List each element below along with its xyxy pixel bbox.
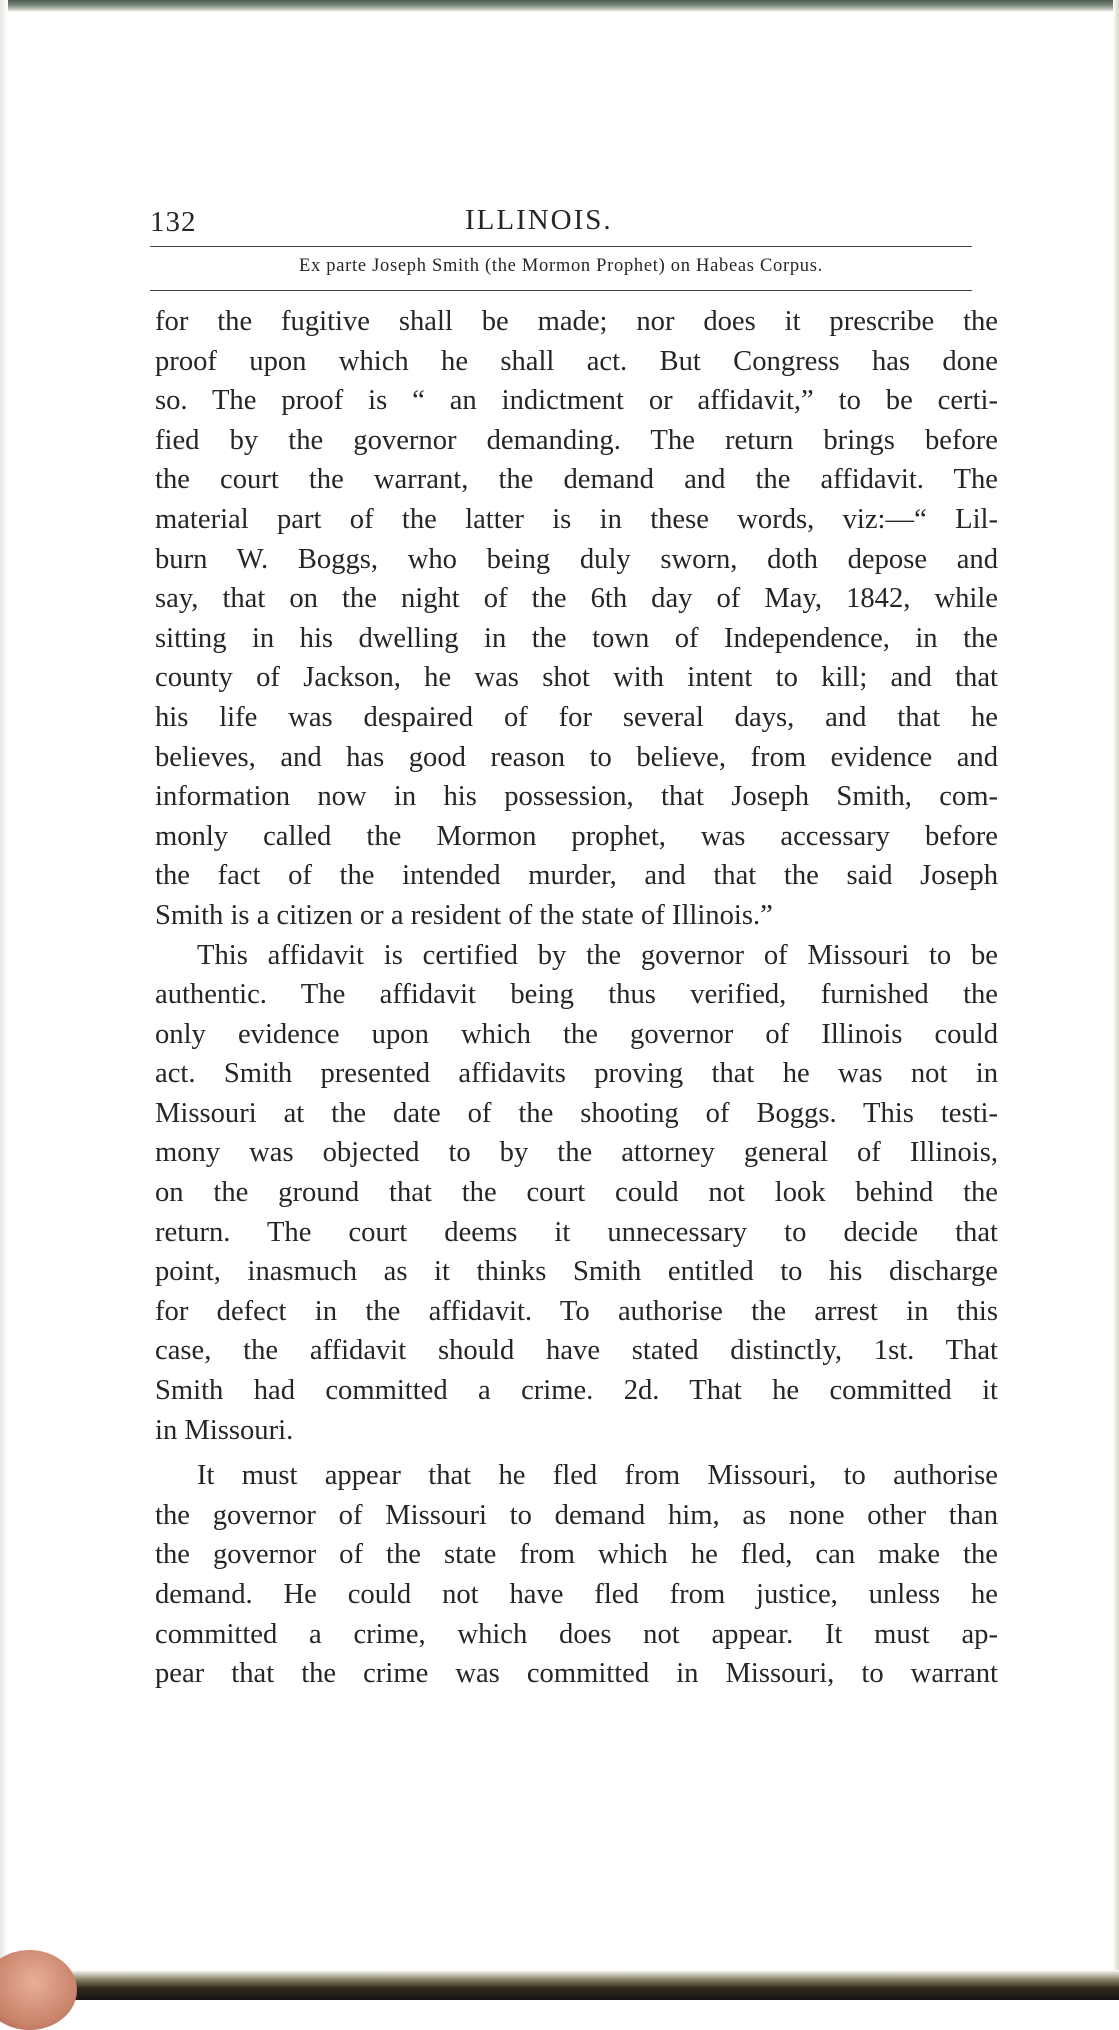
text-line: the governor of Missouri to demand him, as none other than bbox=[155, 1499, 998, 1531]
text-line: for defect in the affidavit. To authorise the arrest in this bbox=[155, 1295, 998, 1327]
page-right-edge bbox=[1113, 0, 1119, 2000]
text-line: the court the warrant, the demand and the affidavit. The bbox=[155, 464, 998, 496]
text-line: in Missouri. bbox=[155, 1414, 294, 1446]
text-line: say, that on the night of the 6th day of May, 1842, while bbox=[155, 583, 998, 615]
text-line: Smith had committed a crime. 2d. That he committed it bbox=[155, 1375, 998, 1407]
text-line: case, the affidavit should have stated distinctly, 1st. That bbox=[155, 1335, 998, 1367]
text-line: the governor of the state from which he fled, can make the bbox=[155, 1539, 998, 1571]
text-line: on the ground that the court could not look behind the bbox=[155, 1177, 998, 1209]
page-left-edge bbox=[0, 0, 8, 2000]
paragraph-2 bbox=[155, 936, 998, 1451]
text-line: the fact of the intended murder, and that the said Joseph bbox=[155, 860, 998, 892]
text-line: so. The proof is “ an indictment or affidavit,” to be certi- bbox=[155, 385, 998, 417]
text-line: act. Smith presented affidavits proving that he was not in bbox=[155, 1058, 998, 1090]
text-line: return. The court deems it unnecessary to decide that bbox=[155, 1216, 998, 1248]
text-line: committed a crime, which does not appear. It must ap- bbox=[155, 1618, 998, 1650]
text-line: county of Jackson, he was shot with intent to kill; and that bbox=[155, 662, 998, 694]
text-line: burn W. Boggs, who being duly sworn, doth depose and bbox=[155, 543, 998, 575]
running-title: ILLINOIS. bbox=[465, 204, 613, 236]
text-line: pear that the crime was committed in Missouri, to warrant bbox=[155, 1658, 998, 1690]
text-line: for the fugitive shall be made; nor does it prescribe the bbox=[155, 306, 998, 337]
text-line: information now in his possession, that Joseph Smith, com- bbox=[155, 781, 998, 813]
page-number: 132 bbox=[150, 206, 197, 238]
text-line: point, inasmuch as it thinks Smith entitled to his discharge bbox=[155, 1256, 998, 1288]
text-line: mony was objected to by the attorney general of Illinois, bbox=[155, 1137, 998, 1169]
running-header bbox=[150, 200, 972, 240]
case-subtitle: Ex parte Joseph Smith (the Mormon Prophet) on Habeas Corpus. bbox=[299, 256, 823, 276]
text-line: This affidavit is certified by the governor of Missouri to be bbox=[197, 939, 998, 971]
page-top-edge bbox=[0, 0, 1119, 12]
text-line: It must appear that he fled from Missouri, to authorise bbox=[197, 1460, 998, 1492]
text-line: authentic. The affidavit being thus verified, furnished the bbox=[155, 979, 998, 1011]
header-rule-top bbox=[150, 246, 972, 247]
text-line: believes, and has good reason to believe, from evidence and bbox=[155, 741, 998, 773]
paragraph-1 bbox=[155, 302, 998, 936]
text-line: Missouri at the date of the shooting of Boggs. This testi- bbox=[155, 1097, 998, 1129]
page-bottom-edge bbox=[0, 1970, 1119, 2000]
text-line: Smith is a citizen or a resident of the state of Illinois.” bbox=[155, 899, 773, 931]
text-line: sitting in his dwelling in the town of Independence, in the bbox=[155, 622, 998, 654]
text-line: material part of the latter is in these words, viz:—“ Lil- bbox=[155, 503, 998, 535]
text-line: proof upon which he shall act. But Congress has done bbox=[155, 345, 998, 377]
paragraph-3 bbox=[155, 1456, 998, 1694]
text-line: his life was despaired of for several days, and that he bbox=[155, 701, 998, 733]
text-line: fied by the governor demanding. The return brings before bbox=[155, 424, 998, 456]
body-text bbox=[155, 302, 998, 1694]
text-line: only evidence upon which the governor of Illinois could bbox=[155, 1018, 998, 1050]
header-rule-bottom bbox=[150, 290, 972, 291]
text-line: monly called the Mormon prophet, was accessary before bbox=[155, 820, 998, 852]
thumb-image bbox=[0, 1950, 77, 2030]
text-line: demand. He could not have fled from justice, unless he bbox=[155, 1579, 998, 1610]
